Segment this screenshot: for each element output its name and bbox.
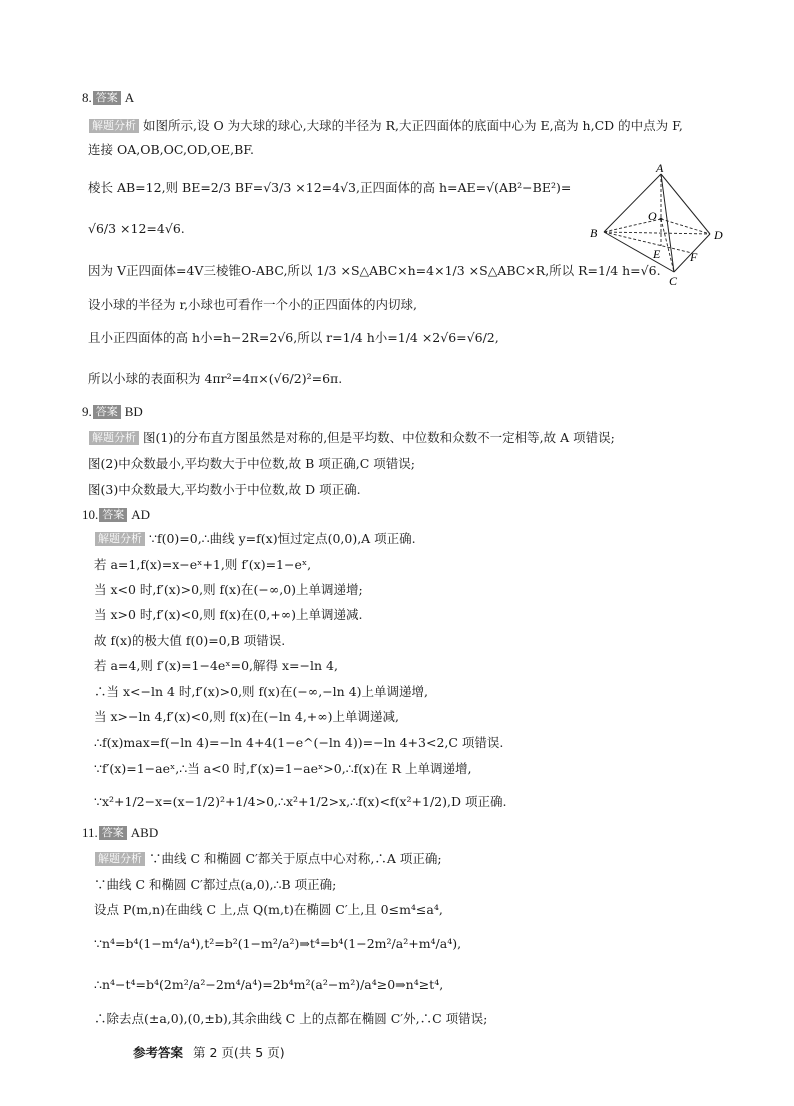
footer-page-number: 第 2 页(共 5 页) bbox=[193, 1045, 285, 1060]
edge-bd bbox=[604, 232, 710, 234]
q8-line-8: 所以小球的表面积为 4πr²=4π×(√6/2)²=6π. bbox=[88, 371, 343, 386]
q10-line-9: ∴f(x)max=f(−ln 4)=−ln 4+4(1−e^(−ln 4))=−ln 4+3<2,C 项错误. bbox=[94, 735, 504, 750]
q11-line-3: 设点 P(m,n)在曲线 C 上,点 Q(m,t)在椭圆 C′上,且 0≤m⁴≤a⁴, bbox=[94, 902, 443, 917]
label-c: C bbox=[669, 274, 678, 288]
q8-line-7: 且小正四面体的高 h小=h−2R=2√6,所以 r=1/4 h小=1/4 ×2√6=√6/2, bbox=[88, 330, 499, 345]
label-f: F bbox=[690, 250, 698, 264]
q9-answer-row bbox=[82, 403, 143, 421]
label-b: B bbox=[590, 226, 598, 240]
q8-answer-row bbox=[82, 89, 134, 107]
q8-line-6: 设小球的半径为 r,小球也可看作一个小的正四面体的内切球, bbox=[88, 297, 418, 312]
q10-line-4: 当 x>0 时,f′(x)<0,则 f(x)在(0,+∞)上单调递减. bbox=[94, 607, 363, 622]
q8-answer: A bbox=[124, 90, 135, 105]
q11-text-1: ∵曲线 C 和椭圆 C′都关于原点中心对称,∴A 项正确; bbox=[149, 851, 442, 866]
q11-line-2: ∵曲线 C 和椭圆 C′都过点(a,0),∴B 项正确; bbox=[94, 877, 337, 892]
label-e: E bbox=[653, 247, 661, 261]
q10-analysis-tag: 解题分析 bbox=[95, 532, 145, 546]
q10-answer-row bbox=[82, 506, 150, 524]
q8-line-5: 因为 V正四面体=4V三棱锥O-ABC,所以 1/3 ×S△ABC×h=4×1/3 ×S△ABC×R,所以 R=1/4 h=√6. bbox=[88, 263, 661, 278]
q10-line-11: ∵x²+1/2−x=(x−1/2)²+1/4>0,∴x²+1/2>x,∴f(x)<f(x²+1/2),D 项正确. bbox=[94, 794, 507, 809]
q8-line-3: 棱长 AB=12,则 BE=2/3 BF=√3/3 ×12=4√3,正四面体的高 h=AE=√(AB²−BE²)= bbox=[88, 180, 572, 195]
center-o bbox=[660, 218, 663, 221]
q8-line-2: 连接 OA,OB,OC,OD,OE,BF. bbox=[88, 142, 254, 157]
tetrahedron-figure bbox=[584, 162, 734, 288]
footer-title: 参考答案 bbox=[133, 1045, 184, 1060]
q10-line-3: 当 x<0 时,f′(x)>0,则 f(x)在(−∞,0)上单调递增; bbox=[94, 582, 363, 597]
q9-analysis-tag: 解题分析 bbox=[89, 431, 139, 445]
q11-answer-tag: 答案 bbox=[99, 826, 127, 840]
q10-line-8: 当 x>−ln 4,f′(x)<0,则 f(x)在(−ln 4,+∞)上单调递减, bbox=[94, 709, 400, 724]
label-o: O bbox=[648, 209, 657, 223]
q10-answer-tag: 答案 bbox=[99, 508, 127, 522]
q11-line-6: ∴除去点(±a,0),(0,±b),其余曲线 C 上的点都在椭圆 C′外,∴C 项错误; bbox=[94, 1011, 488, 1026]
q9-text-1: 图(1)的分布直方图虽然是对称的,但是平均数、中位数和众数不一定相等,故 A 项错误; bbox=[143, 430, 615, 445]
q8-analysis-tag: 解题分析 bbox=[89, 119, 139, 133]
q10-line-10: ∵f′(x)=1−aeˣ,∴当 a<0 时,f′(x)=1−aeˣ>0,∴f(x)在 R 上单调递增, bbox=[94, 761, 472, 776]
q8-number: 8. bbox=[82, 90, 92, 105]
q10-line-2: 若 a=1,f(x)=x−eˣ+1,则 f′(x)=1−eˣ, bbox=[94, 557, 312, 572]
q9-answer-tag: 答案 bbox=[93, 405, 121, 419]
q10-answer: AD bbox=[131, 507, 151, 522]
segment-oc bbox=[661, 219, 674, 272]
q8-line-4: √6/3 ×12=4√6. bbox=[88, 221, 185, 236]
q10-number: 10. bbox=[82, 507, 99, 522]
q11-line-5: ∴n⁴−t⁴=b⁴(2m²/a²−2m⁴/a⁴)=2b⁴m²(a²−m²)/a⁴≥0⇒n⁴≥t⁴, bbox=[94, 977, 444, 992]
segment-bf bbox=[604, 232, 692, 253]
q10-text-1: ∵f(0)=0,∴曲线 y=f(x)恒过定点(0,0),A 项正确. bbox=[149, 531, 416, 546]
q8-line-1 bbox=[88, 117, 683, 135]
q9-line-1 bbox=[88, 429, 615, 447]
q11-analysis-tag: 解题分析 bbox=[95, 852, 145, 866]
q9-answer: BD bbox=[124, 404, 143, 419]
edge-ac bbox=[661, 174, 674, 272]
q9-line-2: 图(2)中众数最小,平均数大于中位数,故 B 项正确,C 项错误; bbox=[88, 456, 416, 471]
q11-answer-row bbox=[82, 824, 158, 842]
q10-line-6: 若 a=4,则 f′(x)=1−4eˣ=0,解得 x=−ln 4, bbox=[94, 658, 338, 673]
edge-bc bbox=[604, 232, 674, 272]
q11-line-1 bbox=[94, 850, 442, 868]
q8-answer-tag: 答案 bbox=[93, 91, 121, 105]
q11-answer: ABD bbox=[130, 825, 159, 840]
edge-ab bbox=[604, 174, 661, 232]
page-footer bbox=[133, 1043, 285, 1061]
q10-line-5: 故 f(x)的极大值 f(0)=0,B 项错误. bbox=[94, 633, 286, 648]
label-a: A bbox=[656, 162, 664, 175]
q11-number: 11. bbox=[82, 825, 98, 840]
edge-ad bbox=[661, 174, 710, 234]
q10-line-7: ∴当 x<−ln 4 时,f′(x)>0,则 f(x)在(−∞,−ln 4)上单调递增, bbox=[94, 684, 428, 699]
q9-number: 9. bbox=[82, 404, 92, 419]
q9-line-3: 图(3)中众数最大,平均数小于中位数,故 D 项正确. bbox=[88, 482, 361, 497]
q10-line-1 bbox=[94, 530, 416, 548]
q8-text-1: 如图所示,设 O 为大球的球心,大球的半径为 R,大正四面体的底面中心为 E,高为 h,CD 的中点为 F, bbox=[143, 118, 683, 133]
label-d: D bbox=[714, 228, 723, 242]
q11-line-4: ∵n⁴=b⁴(1−m⁴/a⁴),t²=b²(1−m²/a²)⇒t⁴=b⁴(1−2m²/a²+m⁴/a⁴), bbox=[94, 936, 462, 951]
